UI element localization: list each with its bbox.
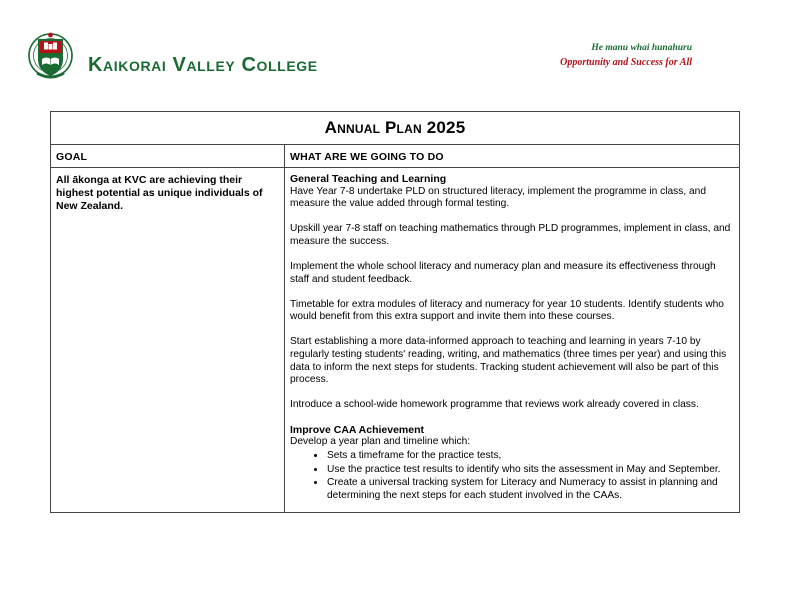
section-heading-caa: Improve CAA Achievement [290, 423, 425, 436]
plan-row [51, 168, 740, 513]
college-name: Kaikorai Valley College [88, 54, 318, 76]
action-paragraph: Introduce a school-wide homework programme that reviews work already covered in class. [290, 399, 699, 411]
list-item: • Use the practice test results to identify who sits the assessment in May and September. [326, 463, 734, 477]
column-header-goal: GOAL [51, 145, 285, 168]
school-motto [560, 42, 692, 71]
list-item: • Sets a timeframe for the practice tests, [326, 449, 734, 463]
section-heading-teaching: General Teaching and Learning [290, 173, 447, 185]
action-paragraph: Timetable for extra modules of literacy and numeracy for year 10 students. Identify students who would benefit from this extra support and invite them into these courses. [290, 298, 724, 323]
page-header [0, 0, 792, 100]
action-paragraph: Upskill year 7-8 staff on teaching mathematics through PLD programmes, implement in class, and measure the success. [290, 223, 731, 247]
caa-intro: Develop a year plan and timeline which: [290, 436, 471, 448]
header-row [51, 145, 740, 168]
action-paragraph: Implement the whole school literacy and numeracy plan and measure its effectiveness through staff and student feedback. [290, 260, 716, 285]
plan-title: Annual Plan 2025 [51, 112, 740, 145]
todo-content [285, 168, 740, 513]
column-header-todo: WHAT ARE WE GOING TO DO [285, 145, 740, 168]
title-row [51, 112, 740, 145]
motto-maori: He manu whai hunahuru [591, 43, 692, 53]
goal-text: All ākonga at KVC are achieving their highest potential as unique individuals of New Zealand. [51, 168, 285, 513]
school-crest-icon [28, 29, 73, 82]
caa-bullet-list [290, 449, 734, 502]
action-paragraph: Have Year 7-8 undertake PLD on structured literacy, implement the programme in class, and measure the value added through formal testing. [290, 185, 707, 210]
annual-plan-table [50, 111, 740, 513]
action-paragraph: Start establishing a more data-informed approach to teaching and learning in years 7-10 by regularly testing students' reading, writing, and mathematics (three times per year) and using this data to inform the next steps for students. Tracking student achievement will also be part of this process. [290, 336, 727, 386]
list-item: • Create a universal tracking system for Literacy and Numeracy to assist in planning and determining the next steps for each student involved in the CAAs. [326, 476, 734, 502]
motto-english: Opportunity and Success for All [560, 57, 692, 68]
